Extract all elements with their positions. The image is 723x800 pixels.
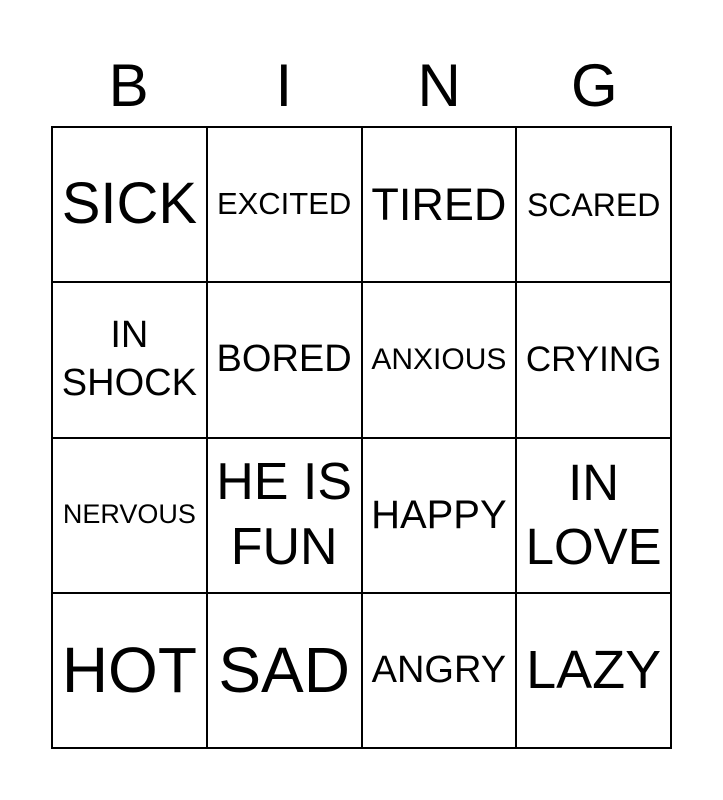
cell-label: HAPPY <box>371 493 507 538</box>
cell-label: HE IS FUN <box>216 453 353 577</box>
bingo-cell[interactable] <box>363 594 516 747</box>
cell-label: EXCITED <box>216 186 352 222</box>
bingo-cell[interactable] <box>517 283 670 436</box>
cell-label: ANGRY <box>371 648 507 691</box>
cell-label: HOT <box>61 634 197 707</box>
cell-label: IN SHOCK <box>61 314 197 404</box>
bingo-cell[interactable] <box>517 594 670 747</box>
bingo-title <box>51 52 672 119</box>
title-letter-n: N <box>417 52 461 119</box>
title-letter-i: I <box>275 52 293 119</box>
bingo-cell[interactable] <box>517 439 670 592</box>
bingo-cell[interactable] <box>517 128 670 281</box>
bingo-cell[interactable] <box>53 439 206 592</box>
bingo-cell[interactable] <box>363 128 516 281</box>
cell-label: SICK <box>61 171 198 237</box>
cell-label: BORED <box>216 338 352 381</box>
bingo-card <box>51 126 672 749</box>
bingo-cell[interactable] <box>208 439 361 592</box>
cell-label: IN LOVE <box>525 454 662 576</box>
title-letter-b: B <box>108 52 149 119</box>
cell-label: NERVOUS <box>62 499 196 530</box>
bingo-cell[interactable] <box>208 594 361 747</box>
title-letter-g: G <box>571 52 618 119</box>
bingo-cell[interactable] <box>53 594 206 747</box>
bingo-cell[interactable] <box>53 283 206 436</box>
bingo-cell[interactable] <box>208 128 361 281</box>
cell-label: LAZY <box>526 639 662 700</box>
cell-label: CRYING <box>525 340 662 379</box>
cell-label: SAD <box>218 634 350 707</box>
bingo-cell[interactable] <box>363 283 516 436</box>
cell-label: SCARED <box>526 186 661 223</box>
bingo-cell[interactable] <box>363 439 516 592</box>
bingo-cell[interactable] <box>53 128 206 281</box>
cell-label: TIRED <box>371 178 507 230</box>
bingo-cell[interactable] <box>208 283 361 436</box>
cell-label: ANXIOUS <box>371 343 507 377</box>
